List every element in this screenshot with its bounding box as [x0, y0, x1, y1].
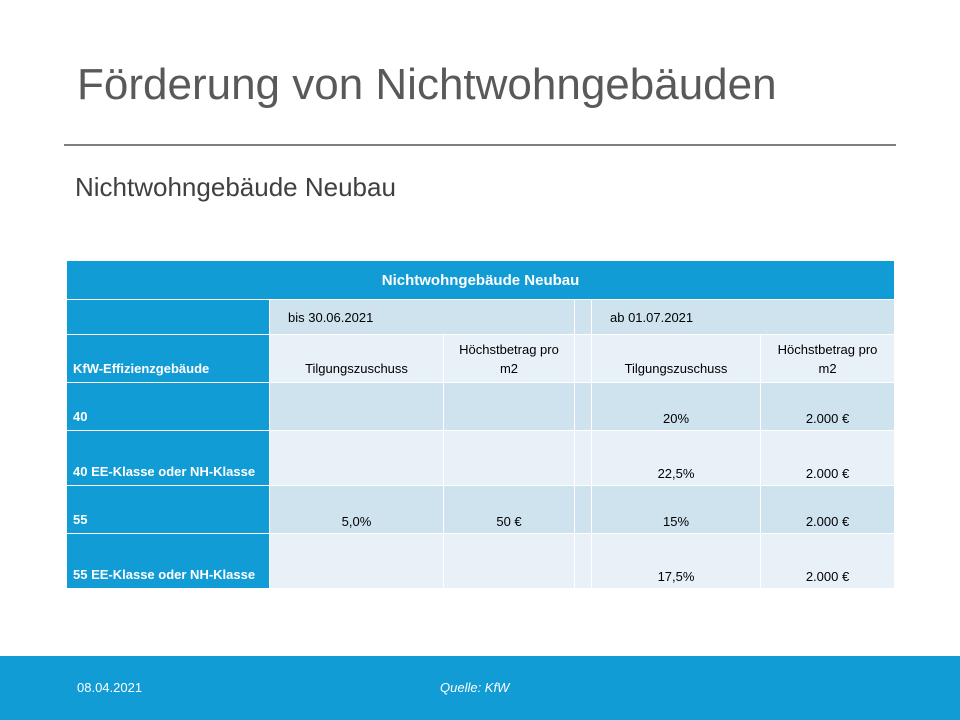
spacer-cell — [575, 383, 592, 431]
p1-tilgung-value — [270, 383, 444, 431]
table-row — [67, 383, 895, 431]
slide-title: Förderung von Nichtwohngebäuden — [77, 60, 777, 109]
period-2-header — [592, 300, 895, 335]
spacer-cell — [575, 300, 592, 335]
period-row — [67, 300, 895, 335]
spacer-cell — [575, 431, 592, 486]
row-label: 55 — [67, 486, 270, 534]
footer-date: 08.04.2021 — [77, 680, 143, 695]
p1-tilgung-header: Tilgungszuschuss — [270, 335, 444, 383]
period-1-label: bis 30.06.2021 — [288, 309, 374, 325]
spacer-cell — [575, 486, 592, 534]
row-label: 55 EE-Klasse oder NH-Klasse — [67, 534, 270, 589]
p2-hoechst-header: Höchstbetrag pro m2 — [761, 335, 895, 383]
slide-subtitle: Nichtwohngebäude Neubau — [75, 172, 396, 202]
table-row — [67, 534, 895, 589]
row-label: 40 EE-Klasse oder NH-Klasse — [67, 431, 270, 486]
spacer-cell — [575, 335, 592, 383]
p1-tilgung-value — [270, 534, 444, 589]
p2-hoechst-value: 2.000 € — [761, 486, 895, 534]
title-divider — [64, 144, 896, 146]
period-row-label — [67, 300, 270, 335]
p2-hoechst-value: 2.000 € — [761, 431, 895, 486]
spacer-cell — [575, 534, 592, 589]
p2-hoechst-value: 2.000 € — [761, 383, 895, 431]
table-caption-row — [67, 261, 895, 300]
p1-hoechst-value: 50 € — [444, 486, 575, 534]
p2-hoechst-value: 2.000 € — [761, 534, 895, 589]
period-1-header — [270, 300, 575, 335]
p1-hoechst-value — [444, 431, 575, 486]
footer-bar — [0, 656, 960, 720]
p1-hoechst-value — [444, 383, 575, 431]
p2-tilgung-value: 15% — [592, 486, 761, 534]
p1-tilgung-value: 5,0% — [270, 486, 444, 534]
p2-tilgung-value: 20% — [592, 383, 761, 431]
footer-source: Quelle: KfW — [440, 680, 510, 695]
row-header-label: KfW-Effizienzgebäude — [67, 335, 270, 383]
p1-hoechst-header: Höchstbetrag pro m2 — [444, 335, 575, 383]
p2-tilgung-header: Tilgungszuschuss — [592, 335, 761, 383]
p2-tilgung-value: 22,5% — [592, 431, 761, 486]
table-row — [67, 486, 895, 534]
column-header-row — [67, 335, 895, 383]
table-caption: Nichtwohngebäude Neubau — [67, 261, 895, 300]
p1-hoechst-value — [444, 534, 575, 589]
p2-tilgung-value: 17,5% — [592, 534, 761, 589]
p1-tilgung-value — [270, 431, 444, 486]
period-2-label: ab 01.07.2021 — [610, 309, 694, 325]
row-label: 40 — [67, 383, 270, 431]
table-row — [67, 431, 895, 486]
funding-table — [66, 260, 895, 589]
